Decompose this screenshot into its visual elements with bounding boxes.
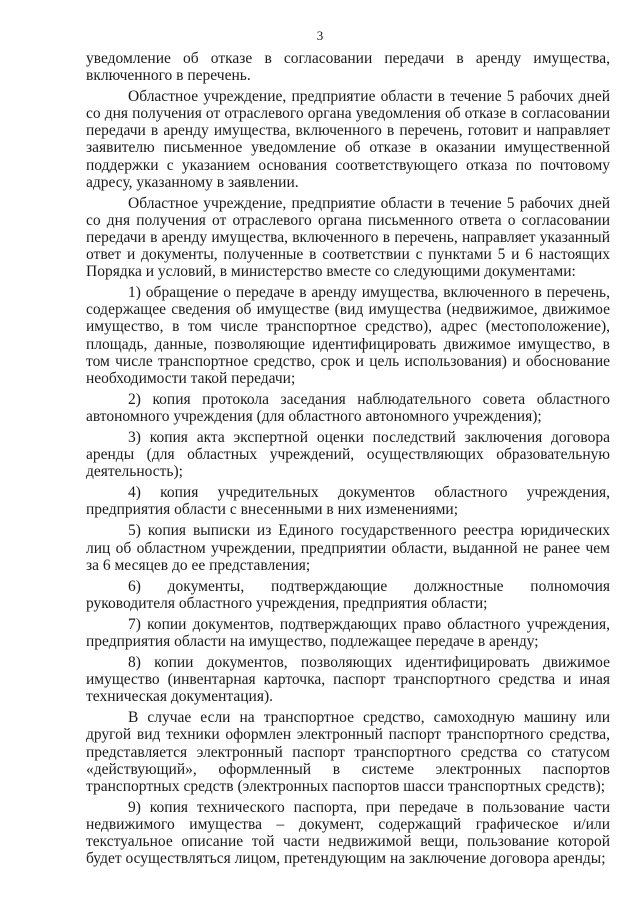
list-item-1: 1) обращение о передаче в аренду имущества, включенного в перечень, содержащее сведения об имуществе (вид имущества (недвижимое, движимое имущество, в том числе транспортное средство), адрес (местоположение), площадь, данные, позволяющие идентифицировать движимое имущество, в том числе транспортное средство, срок и цель использования) и обоснование необходимости такой передачи;: [86, 284, 610, 387]
list-item-3: 3) копия акта экспертной оценки последствий заключения договора аренды (для областных учреждений, осуществляющих образовательную деятельность);: [86, 428, 610, 481]
paragraph-continuation: уведомление об отказе в согласовании передачи в аренду имущества, включенного в перечень.: [86, 50, 610, 85]
document-body: [86, 50, 610, 871]
list-item-2: 2) копия протокола заседания наблюдательного совета областного автономного учреждения (для областного автономного учреждения);: [86, 390, 610, 425]
list-item-4: 4) копия учредительных документов областного учреждения, предприятия области с внесенными в них изменениями;: [86, 484, 610, 519]
paragraph-refusal-notice: Областное учреждение, предприятие области в течение 5 рабочих дней со дня получения от отраслевого органа уведомления об отказе в согласовании передачи в аренду имущества, включенного в перечень, готовит и направляет заявителю письменное уведомление об отказе в оказании имущественной поддержки с указанием основания соответствующего отказа по почтовому адресу, указанному в заявлении.: [86, 88, 610, 191]
paragraph-electronic-passport: В случае если на транспортное средство, самоходную машину или другой вид техники оформлен электронный паспорт транспортного средства, представляется электронный паспорт транспортного средства со статусом «действующий», оформленный в системе электронных паспортов транспортных средств (электронных паспортов шасси транспортных средств);: [86, 709, 610, 795]
list-item-7: 7) копии документов, подтверждающих право областного учреждения, предприятия области на имущество, подлежащее передаче в аренду;: [86, 615, 610, 650]
list-item-8: 8) копии документов, позволяющих идентифицировать движимое имущество (инвентарная карточка, паспорт транспортного средства и иная техническая документация).: [86, 654, 610, 706]
paragraph-approval-submission: Областное учреждение, предприятие области в течение 5 рабочих дней со дня получения от отраслевого органа письменного ответа о согласовании передачи в аренду имущества, включенного в перечень, направляет указанный ответ и документы, полученные в соответствии с пунктами 5 и 6 настоящих Порядка и условий, в министерство вместе со следующими документами:: [86, 194, 610, 281]
page-number: 3: [316, 28, 324, 43]
list-item-9: 9) копия технического паспорта, при передаче в пользование части недвижимого имущества – документ, содержащий графическое и/или текстуальное описание той части недвижимой вещи, пользование которой будет осуществляться лицом, претендующим на заключение договора аренды;: [86, 798, 610, 868]
list-item-6: 6) документы, подтверждающие должностные полномочия руководителя областного учреждения, предприятия области;: [86, 577, 610, 612]
list-item-5: 5) копия выписки из Единого государственного реестра юридических лиц об областном учреждении, предприятии области, выданной не ранее чем за 6 месяцев до ее представления;: [86, 522, 610, 574]
